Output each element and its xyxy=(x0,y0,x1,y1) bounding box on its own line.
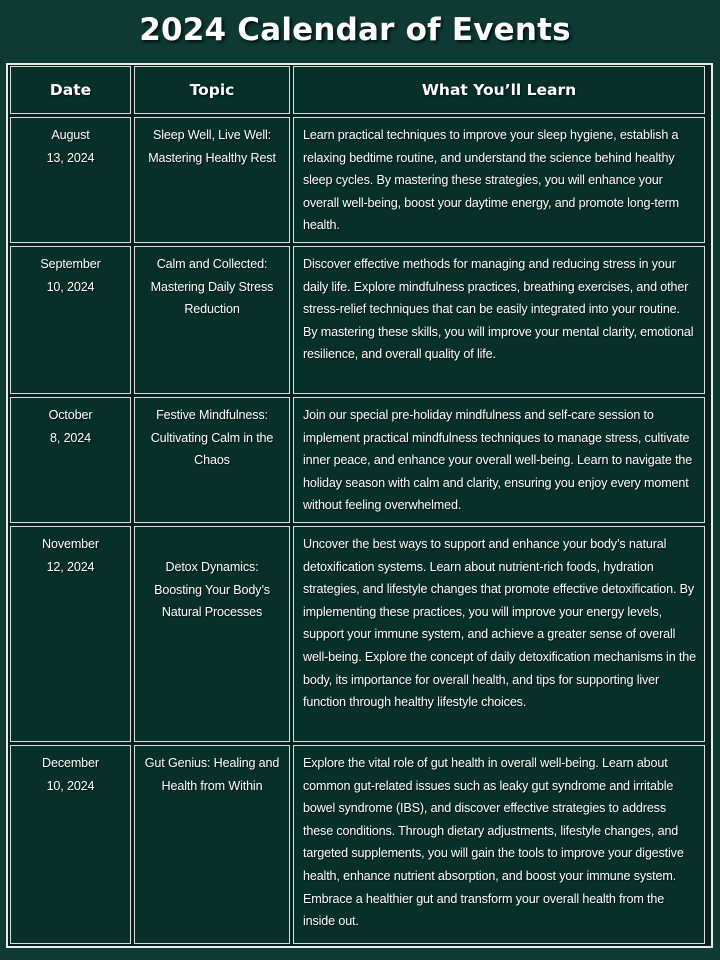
learn-cell xyxy=(293,117,705,243)
date-cell xyxy=(10,745,131,944)
date-day-year: 13, 2024 xyxy=(46,150,95,165)
date-month: October xyxy=(48,408,93,422)
date-month: December xyxy=(42,756,99,770)
date-day-year: 8, 2024 xyxy=(50,430,91,445)
header-topic: Topic xyxy=(134,66,290,114)
topic-cell xyxy=(134,117,290,243)
topic-cell xyxy=(134,246,290,394)
learn-cell xyxy=(293,745,705,944)
learn-cell xyxy=(293,397,705,523)
topic-text: Gut Genius: Healing and Health from Within xyxy=(144,756,280,793)
topic-text: Calm and Collected: Mastering Daily Stress Reduction xyxy=(150,257,274,317)
table-header-row xyxy=(10,66,705,114)
header-date: Date xyxy=(10,66,131,114)
date-cell xyxy=(10,397,131,523)
table-row xyxy=(10,397,705,523)
topic-text: Sleep Well, Live Well: Mastering Healthy Rest xyxy=(148,128,276,165)
learn-text: Uncover the best ways to support and enhance your body’s natural detoxification systems. Learn about nutrient-rich foods, hydration strategies, and lifestyle changes that promote effective detoxification. By implementing these practices, you will improve your energy levels, support your immune system, and achieve a greater sense of overall well-being. Explore the concept of daily detoxification mechanisms in the body, its importance for overall health, and tips for supporting liver function through healthy lifestyle choices. xyxy=(303,537,696,710)
topic-cell xyxy=(134,526,290,742)
header-what-youll-learn: What You’ll Learn xyxy=(293,66,705,114)
events-table xyxy=(7,63,708,947)
table-row xyxy=(10,526,705,742)
date-day-year: 10, 2024 xyxy=(46,279,95,294)
date-cell xyxy=(10,526,131,742)
table-row xyxy=(10,117,705,243)
date-month: September xyxy=(40,257,101,271)
topic-text: Detox Dynamics: Boosting Your Body’s Natural Processes xyxy=(154,560,270,620)
learn-text: Explore the vital role of gut health in overall well-being. Learn about common gut-related issues such as leaky gut syndrome and irritable bowel syndrome (IBS), and discover effective strategies to address these conditions. Through dietary adjustments, lifestyle changes, and targeted supplements, you will gain the tools to improve your digestive health, enhance nutrient absorption, and boost your immune system. Embrace a healthier gut and transform your overall health from the inside out. xyxy=(303,756,684,929)
page-title: 2024 Calendar of Events xyxy=(139,12,571,48)
date-month: November xyxy=(42,537,99,551)
learn-text: Join our special pre-holiday mindfulness and self-care session to implement practical mindfulness techniques to manage stress, cultivate inner peace, and enhance your overall well-being. Learn to navigate the holiday season with calm and clarity, ensuring you enjoy every moment without feeling overwhelmed. xyxy=(303,408,693,513)
learn-text: Learn practical techniques to improve your sleep hygiene, establish a relaxing bedtime routine, and understand the science behind healthy sleep cycles. By mastering these strategies, you will enhance your overall well-being, boost your daytime energy, and promote long-term health. xyxy=(303,128,679,233)
date-cell xyxy=(10,117,131,243)
learn-cell xyxy=(293,246,705,394)
date-month: August xyxy=(51,128,90,142)
date-cell xyxy=(10,246,131,394)
topic-cell xyxy=(134,745,290,944)
date-day-year: 10, 2024 xyxy=(46,778,95,793)
table-row xyxy=(10,246,705,394)
table-row xyxy=(10,745,705,944)
learn-text: Discover effective methods for managing and reducing stress in your daily life. Explore mindfulness practices, breathing exercises, and other stress-relief techniques that can be easily integrated into your routine. By mastering these skills, you will improve your mental clarity, emotional resilience, and overall quality of life. xyxy=(303,257,694,362)
events-table-frame xyxy=(6,63,713,948)
learn-cell xyxy=(293,526,705,742)
date-day-year: 12, 2024 xyxy=(46,559,95,574)
topic-cell xyxy=(134,397,290,523)
topic-text: Festive Mindfulness: Cultivating Calm in the Chaos xyxy=(150,408,274,468)
